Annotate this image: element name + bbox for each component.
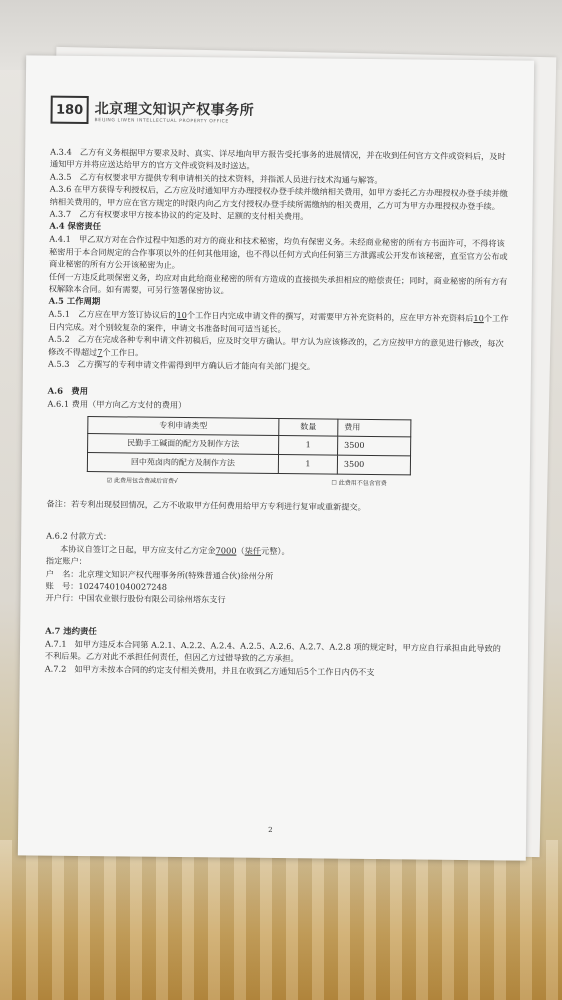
account-bank: 开户行：中国农业银行股份有限公司徐州塔东支行 [45,592,226,605]
clause-a53: A.5.3 乙方撰写的专利申请文件需得到甲方确认后才能向有关部门提交。 [47,358,316,372]
clause-a52: A.5.2 乙方在完成各种专利申请文件初稿后，应及时交甲方确认。甲方认为应该修改的，乙方应按甲方的意见进行修改，每次修改不得超过7个工作日。 [48,333,504,358]
clause-a35: A.3.5 乙方有权要求甲方提供专利申请相关的技术资料，并指派人员进行技术沟通与解答。 [49,171,383,185]
section-a4-title: A.4 保密责任 [49,221,102,232]
table-row: 民勤手工碱面的配方及制作方法 1 3500 [88,433,411,455]
clause-a62: 本协议自签订之日起，甲方应支付乙方定金7000（柒仟元整）。 [59,543,290,556]
a52-days: 7 [97,346,103,357]
clause-a61: A.6.1 费用（甲方向乙方支付的费用） [47,398,187,410]
firm-name: 北京理文知识产权事务所 [94,100,255,119]
checkbox-fee-excluded: ☐ 此费用不包含官费 [331,479,387,488]
checkbox-fee-included: ☑ 此费用包含费减后官费√ [106,477,178,485]
section-a7-title: A.7 违约责任 [45,625,97,636]
section-a6-title: A.6 费用 [47,385,89,396]
fee-col-qty: 数量 [279,418,338,436]
section-a5-title: A.5 工作周期 [48,296,101,307]
account-title: 指定账户： [45,555,87,567]
fee-col-fee: 费用 [338,419,411,437]
clause-a72: A.7.2 如甲方未按本合同的约定支付相关费用，并且在收到乙方通知后5个工作日内仍不支 [44,663,375,677]
account-number: 账 号：10247401040027248 [45,580,168,592]
a51-days-1: 10 [176,310,187,321]
fee-col-type: 专利申请类型 [88,416,279,435]
firm-logo [50,96,510,129]
table-row: 回中苑卤肉的配方及制作方法 1 3500 [87,452,410,474]
account-name: 户 名：北京理文知识产权代理事务所(特殊普通合伙)徐州分所 [45,568,274,581]
clause-a62-title: A.6.2 付款方式： [46,530,112,542]
clause-a37: A.3.7 乙方有权要求甲方按本协议的约定及时、足额的支付相关费用。 [49,208,309,222]
a51-days-2: 10 [473,313,484,324]
deposit-amount-cn: 柒仟 [244,545,262,556]
clause-a51: A.5.1 乙方应在甲方签订协议后的10个工作日内完成申请文件的撰写，对需要甲方补充资料的，应在甲方补充资料后10个工作日内完成。对个别较复杂的案件，申请文书准备时间可适当延长。 [48,309,509,334]
fee-table [87,416,412,475]
background-floor [0,840,562,1000]
clause-a36: A.3.6 在甲方获得专利授权后，乙方应及时通知甲方办理授权办登手续并缴纳相关费用，如甲方委托乙方办理授权办登手续并缴纳相关费用的，甲方应在官方规定的时限内向乙方支付授权办登手续所需缴纳的相关费用，乙方可为甲方办理授权办登手续。 [49,183,508,211]
clause-a71: A.7.1 如甲方违反本合同第 A.2.1、A.2.2、A.2.4、A.2.5、A.2.6、A.2.7、A.2.8 项的规定时，甲方应自行承担由此导致的不利后果。乙方对此不承担任何责任，但因乙方过错导致的乙方承担。 [44,638,501,664]
fee-checkboxes [107,475,387,487]
clause-a34: A.3.4 乙方有义务根据甲方要求及时、真实、详尽地向甲方报告受托事务的进展情况，并在收到任何官方文件或资料后，及时通知甲方并将应送达给甲方的官方文件或资料及时送达。 [50,146,506,172]
clause-a41b: 任何一方违反此项保密义务，均应对由此给商业秘密的所有方造成的直接损失承担相应的赔偿责任；同时，商业秘密的所有方有权解除本合同。如有需要，可另行签署保密协议。 [48,271,508,296]
document-page [18,55,534,860]
clause-a41: A.4.1 甲乙双方对在合作过程中知悉的对方的商业和技术秘密，均负有保密义务。未经商业秘密的所有方书面许可，不得将该秘密用于本合同规定的合作事项以外的任何其他用途，也不得以任何方式向任何第三方泄露或公开发布该秘密，直至官方公布或商业秘密的所有方公开该秘密为止。 [48,234,508,271]
payment-note: 备注：若专利出现驳回情况，乙方不收取甲方任何费用给甲方专利进行复审或重新提交。 [46,498,366,512]
logo-mark: 180 [50,96,88,124]
firm-name-en: BEIJING LIWEN INTELLECTUAL PROPERTY OFFICE [94,117,229,124]
page-number: 2 [268,825,273,834]
deposit-amount: 7000 [215,545,237,556]
